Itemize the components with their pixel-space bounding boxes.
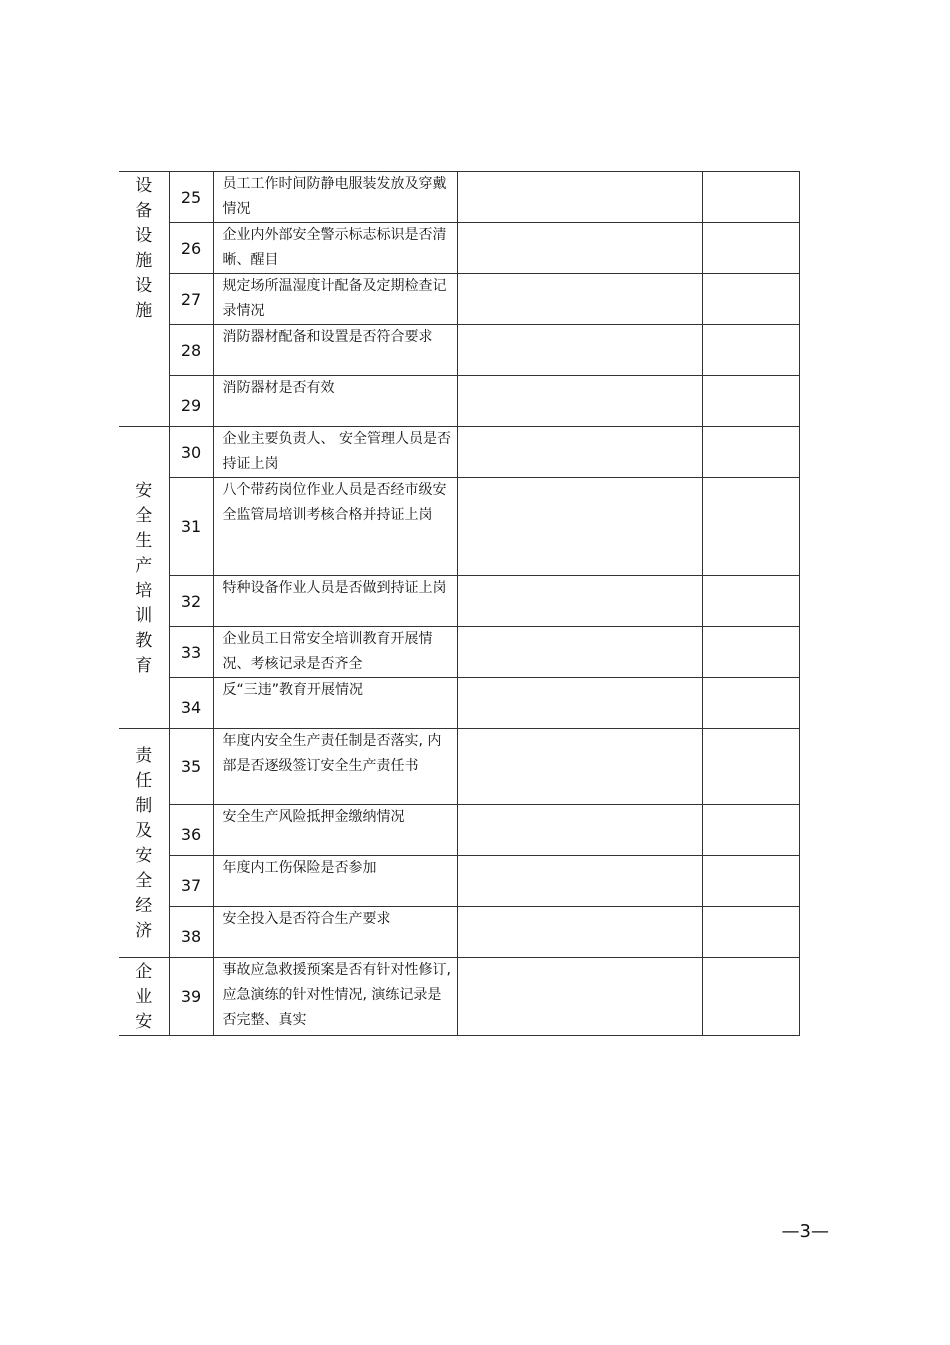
- item-number: 36: [169, 805, 213, 856]
- item-description: 规定场所温湿度计配备及定期检查记录情况: [213, 274, 457, 325]
- remark-cell[interactable]: [702, 223, 799, 274]
- item-description: 安全投入是否符合生产要求: [213, 907, 457, 958]
- category-cell: [119, 729, 169, 958]
- remark-cell[interactable]: [702, 478, 799, 576]
- category-label: 设备设施设施: [135, 176, 153, 321]
- remark-cell[interactable]: [702, 958, 799, 1036]
- category-cell: [119, 958, 169, 1036]
- result-cell[interactable]: [457, 478, 702, 576]
- table-row: [119, 376, 799, 427]
- item-number: 38: [169, 907, 213, 958]
- item-number: 34: [169, 678, 213, 729]
- item-description: 反“三违”教育开展情况: [213, 678, 457, 729]
- result-cell[interactable]: [457, 274, 702, 325]
- remark-cell[interactable]: [702, 274, 799, 325]
- item-description: 员工工作时间防静电服装发放及穿戴情况: [213, 172, 457, 223]
- category-label: 安全生产培训教育: [135, 480, 153, 676]
- item-number: 33: [169, 627, 213, 678]
- table-row: [119, 427, 799, 478]
- result-cell[interactable]: [457, 627, 702, 678]
- table-row: [119, 478, 799, 576]
- table-row: [119, 729, 799, 805]
- item-description: 企业主要负责人、 安全管理人员是否持证上岗: [213, 427, 457, 478]
- remark-cell[interactable]: [702, 576, 799, 627]
- inspection-checklist-table: [119, 171, 800, 1036]
- item-number: 27: [169, 274, 213, 325]
- result-cell[interactable]: [457, 172, 702, 223]
- result-cell[interactable]: [457, 576, 702, 627]
- remark-cell[interactable]: [702, 172, 799, 223]
- result-cell[interactable]: [457, 325, 702, 376]
- item-number: 30: [169, 427, 213, 478]
- result-cell[interactable]: [457, 729, 702, 805]
- item-number: 35: [169, 729, 213, 805]
- category-label: 企业安: [135, 962, 153, 1032]
- result-cell[interactable]: [457, 856, 702, 907]
- category-label: 责任制及安全经济: [135, 746, 153, 941]
- table-row: [119, 325, 799, 376]
- item-number: 26: [169, 223, 213, 274]
- item-description: 消防器材配备和设置是否符合要求: [213, 325, 457, 376]
- category-cell: [119, 427, 169, 729]
- item-description: 安全生产风险抵押金缴纳情况: [213, 805, 457, 856]
- remark-cell[interactable]: [702, 856, 799, 907]
- remark-cell[interactable]: [702, 325, 799, 376]
- table-row: [119, 274, 799, 325]
- result-cell[interactable]: [457, 427, 702, 478]
- result-cell[interactable]: [457, 958, 702, 1036]
- table-row: [119, 678, 799, 729]
- remark-cell[interactable]: [702, 729, 799, 805]
- item-number: 37: [169, 856, 213, 907]
- category-cell: [119, 172, 169, 427]
- remark-cell[interactable]: [702, 907, 799, 958]
- table-row: [119, 907, 799, 958]
- item-number: 31: [169, 478, 213, 576]
- result-cell[interactable]: [457, 805, 702, 856]
- item-description: 企业内外部安全警示标志标识是否清晰、醒目: [213, 223, 457, 274]
- item-number: 39: [169, 958, 213, 1036]
- remark-cell[interactable]: [702, 805, 799, 856]
- table-row: [119, 576, 799, 627]
- table-row: [119, 172, 799, 223]
- result-cell[interactable]: [457, 223, 702, 274]
- item-description: 企业员工日常安全培训教育开展情况、考核记录是否齐全: [213, 627, 457, 678]
- remark-cell[interactable]: [702, 627, 799, 678]
- item-description: 年度内工伤保险是否参加: [213, 856, 457, 907]
- item-description: 特种设备作业人员是否做到持证上岗: [213, 576, 457, 627]
- remark-cell[interactable]: [702, 376, 799, 427]
- item-description: 事故应急救援预案是否有针对性修订, 应急演练的针对性情况, 演练记录是否完整、真实: [213, 958, 457, 1036]
- table-row: [119, 805, 799, 856]
- result-cell[interactable]: [457, 678, 702, 729]
- result-cell[interactable]: [457, 376, 702, 427]
- page-number: —3—: [781, 1221, 829, 1242]
- item-description: 年度内安全生产责任制是否落实, 内部是否逐级签订安全生产责任书: [213, 729, 457, 805]
- table-row: [119, 958, 799, 1036]
- table-row: [119, 223, 799, 274]
- remark-cell[interactable]: [702, 678, 799, 729]
- item-description: 消防器材是否有效: [213, 376, 457, 427]
- item-description: 八个带药岗位作业人员是否经市级安全监管局培训考核合格并持证上岗: [213, 478, 457, 576]
- table-row: [119, 856, 799, 907]
- item-number: 29: [169, 376, 213, 427]
- item-number: 32: [169, 576, 213, 627]
- table-row: [119, 627, 799, 678]
- item-number: 25: [169, 172, 213, 223]
- result-cell[interactable]: [457, 907, 702, 958]
- item-number: 28: [169, 325, 213, 376]
- remark-cell[interactable]: [702, 427, 799, 478]
